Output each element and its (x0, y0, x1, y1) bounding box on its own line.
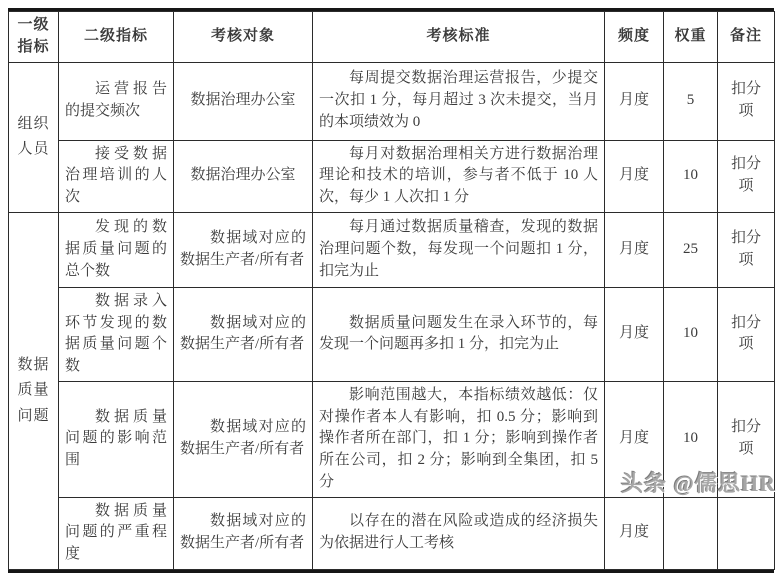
assessment-standard-cell: 每月通过数据质量稽查，发现的数据治理问题个数，每发现一个问题扣 1 分，扣完为止 (313, 212, 605, 287)
note-cell: 扣分项 (718, 212, 775, 287)
table-row (9, 62, 775, 140)
column-header-target: 考核对象 (174, 12, 313, 63)
assessment-target-cell: 数据域对应的数据生产者/所有者 (174, 212, 313, 287)
weight-cell: 5 (664, 62, 718, 140)
level2-indicator-cell: 数据录入环节发现的数据质量问题个数 (59, 287, 174, 381)
frequency-cell: 月度 (605, 140, 664, 212)
table-row (9, 287, 775, 381)
assessment-target-cell: 数据域对应的数据生产者/所有者 (174, 287, 313, 381)
column-header-group: 一级指标 (9, 12, 59, 63)
level2-indicator-cell: 数据质量问题的影响范围 (59, 381, 174, 497)
watermark-text: 头条 @儒思HR (621, 471, 776, 496)
table-row (9, 140, 775, 212)
note-cell: 扣分项 (718, 140, 775, 212)
weight-cell: 10 (664, 381, 718, 497)
table-row (9, 381, 775, 497)
level2-indicator-cell: 接受数据治理培训的人次 (59, 140, 174, 212)
table-row (9, 497, 775, 569)
weight-cell (664, 497, 718, 569)
weight-cell: 10 (664, 140, 718, 212)
note-cell (718, 497, 775, 569)
note-cell: 扣分项 (718, 287, 775, 381)
header-row (9, 12, 775, 63)
assessment-standard-cell: 影响范围越大，本指标绩效越低：仅对操作者本人有影响，扣 0.5 分；影响到操作者所在部门，扣 1 分；影响到操作者所在公司，扣 2 分；影响到全集团，扣 5 分 (313, 381, 605, 497)
column-header-note: 备注 (718, 12, 775, 63)
weight-cell: 25 (664, 212, 718, 287)
assessment-standard-cell: 以存在的潜在风险或造成的经济损失为依据进行人工考核 (313, 497, 605, 569)
note-cell: 扣分项 (718, 62, 775, 140)
assessment-target-cell: 数据治理办公室 (174, 62, 313, 140)
assessment-standard-cell: 数据质量问题发生在录入环节的，每发现一个问题再多扣 1 分，扣完为止 (313, 287, 605, 381)
level2-indicator-cell: 数据质量问题的严重程度 (59, 497, 174, 569)
column-header-frequency: 频度 (605, 12, 664, 63)
assessment-target-cell: 数据治理办公室 (174, 140, 313, 212)
frequency-cell: 月度 (605, 381, 664, 497)
frequency-cell: 月度 (605, 212, 664, 287)
assessment-table (8, 11, 775, 570)
level2-indicator-cell: 发现的数据质量问题的总个数 (59, 212, 174, 287)
level2-indicator-cell: 运营报告的提交频次 (59, 62, 174, 140)
note-cell: 扣分项 (718, 381, 775, 497)
assessment-target-cell: 数据域对应的数据生产者/所有者 (174, 497, 313, 569)
assessment-table-wrap (8, 8, 774, 573)
column-header-standard: 考核标准 (313, 12, 605, 63)
frequency-cell: 月度 (605, 497, 664, 569)
frequency-cell: 月度 (605, 287, 664, 381)
assessment-target-cell: 数据域对应的数据生产者/所有者 (174, 381, 313, 497)
weight-cell: 10 (664, 287, 718, 381)
table-row (9, 212, 775, 287)
column-header-indicator: 二级指标 (59, 12, 174, 63)
assessment-standard-cell: 每周提交数据治理运营报告，少提交一次扣 1 分，每月超过 3 次未提交，当月的本项绩效为 0 (313, 62, 605, 140)
column-header-weight: 权重 (664, 12, 718, 63)
assessment-standard-cell: 每月对数据治理相关方进行数据治理理论和技术的培训，参与者不低于 10 人次，每少 1 人次扣 1 分 (313, 140, 605, 212)
level1-indicator-cell: 组织人员 (9, 62, 59, 212)
frequency-cell: 月度 (605, 62, 664, 140)
level1-indicator-cell: 数据质量问题 (9, 212, 59, 569)
